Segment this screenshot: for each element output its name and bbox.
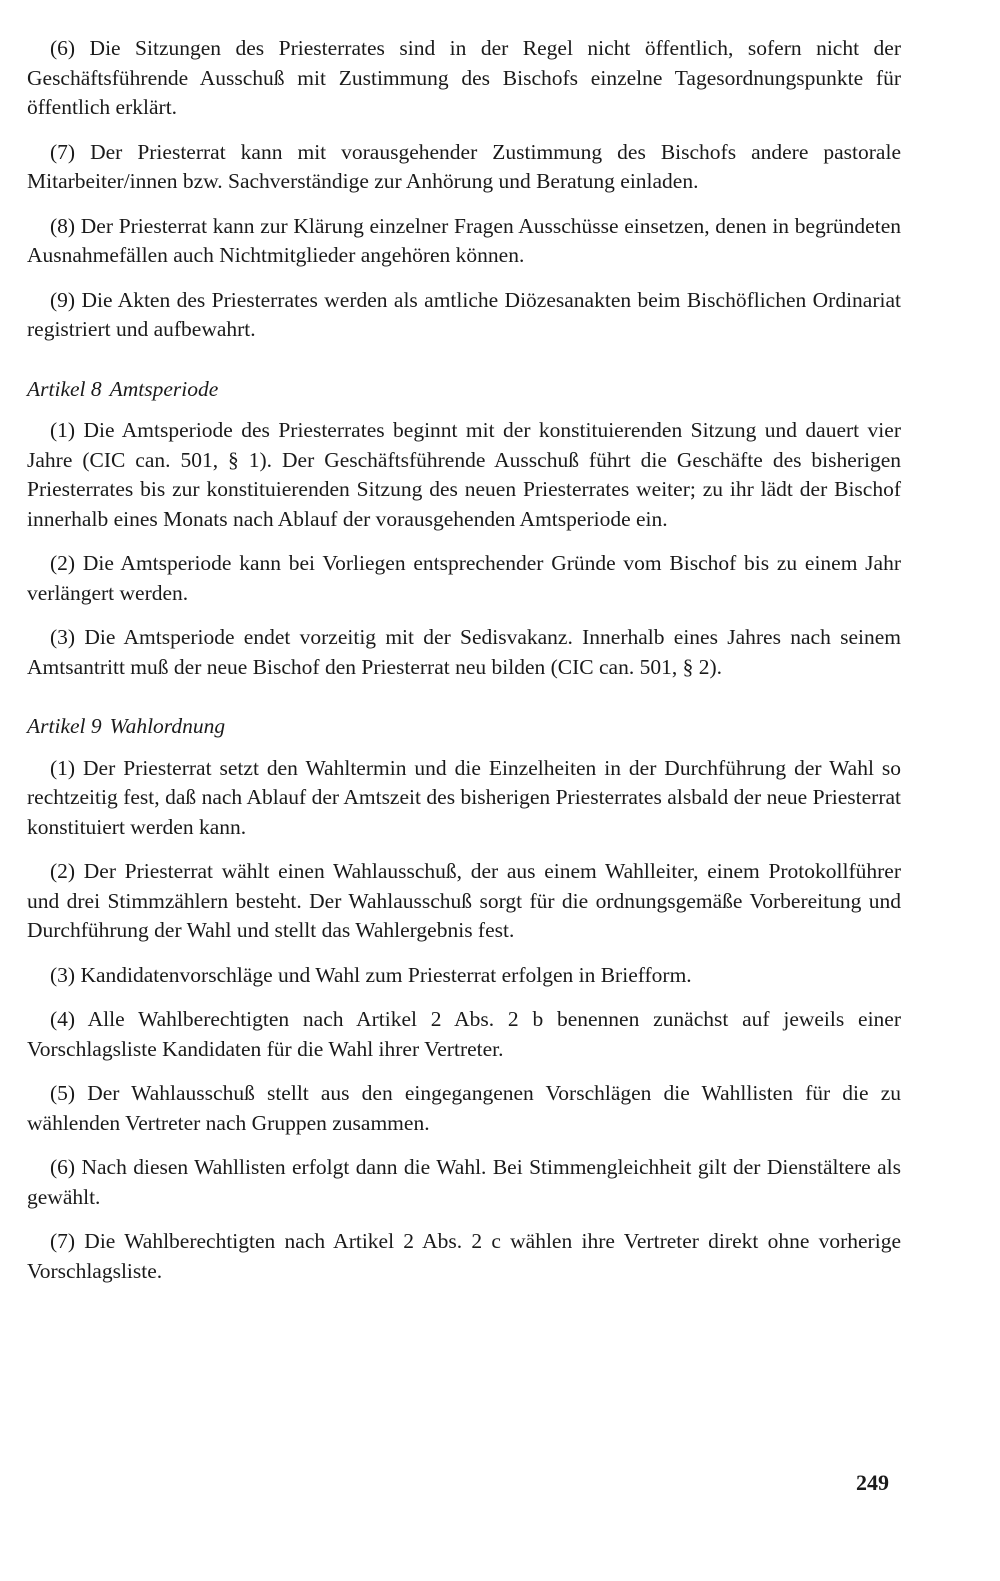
- article7-paragraph-6: (6) Die Sitzungen des Priesterrates sind in der Regel nicht öffentlich, sofern nicht der Geschäftsführende Ausschuß mit Zustimmung des Bischofs einzelne Tagesordnungspunkte für öffentlich erklärt.: [27, 36, 901, 119]
- article9-title: Wahlordnung: [109, 714, 226, 738]
- article8-paragraph-3: (3) Die Amtsperiode endet vorzeitig mit der Sedisvakanz. Innerhalb eines Jahres nach seinem Amtsantritt muß der neue Bischof den Priesterrat neu bilden (CIC can. 501, § 2).: [27, 625, 901, 679]
- article8-heading: [27, 375, 901, 405]
- article7-paragraph-8: (8) Der Priesterrat kann zur Klärung einzelner Fragen Ausschüsse einsetzen, denen in begründeten Ausnahmefällen auch Nichtmitglieder angehören können.: [27, 213, 901, 267]
- article7-paragraph-7: (7) Der Priesterrat kann mit vorausgehender Zustimmung des Bischofs andere pastorale Mitarbeiter/innen bzw. Sachverständige zur Anhörung und Beratung einladen.: [27, 139, 901, 193]
- article9-paragraph-7: (7) Die Wahlberechtigten nach Artikel 2 Abs. 2 c wählen ihre Vertreter direkt ohne vorherige Vorschlagsliste.: [27, 1229, 901, 1283]
- article9-label: Artikel 9: [27, 714, 102, 738]
- article9-paragraph-6: (6) Nach diesen Wahllisten erfolgt dann die Wahl. Bei Stimmengleichheit gilt der Dienstältere als gewählt.: [27, 1155, 901, 1209]
- document-page: [27, 34, 901, 1301]
- article9-paragraph-1: (1) Der Priesterrat setzt den Wahltermin und die Einzelheiten in der Durchführung der Wahl so rechtzeitig fest, daß nach Ablauf der Amtszeit des bisherigen Priesterrates alsbald der neue Priesterrat konstituiert werden kann.: [27, 755, 901, 839]
- article8-title: Amtsperiode: [109, 376, 219, 401]
- article8-paragraph-1: (1) Die Amtsperiode des Priesterrates beginnt mit der konstituierenden Sitzung und dauert vier Jahre (CIC can. 501, § 1). Der Geschäftsführende Ausschuß führt die Geschäfte des bisherigen Priesterrates bis zur konstituierenden Sitzung des neuen Priesterrates weiter; zu ihr lädt der Bischof innerhalb eines Monats nach Ablauf der vorausgehenden Amtsperiode ein.: [27, 418, 901, 531]
- page-number: 249: [856, 1470, 889, 1495]
- article9-paragraph-4: (4) Alle Wahlberechtigten nach Artikel 2 Abs. 2 b benennen zunächst auf jeweils einer Vorschlagsliste Kandidaten für die Wahl ihrer Vertreter.: [27, 1007, 901, 1061]
- article8-label: Artikel 8: [27, 376, 102, 401]
- article9-paragraph-3: (3) Kandidatenvorschläge und Wahl zum Priesterrat erfolgen in Briefform.: [50, 962, 692, 987]
- article9-paragraph-2: (2) Der Priesterrat wählt einen Wahlausschuß, der aus einem Wahlleiter, einem Protokollführer und drei Stimmzählern besteht. Der Wahlausschuß sorgt für die ordnungsgemäße Vorbereitung und Durchführung der Wahl und stellt das Wahlergebnis fest.: [27, 859, 901, 942]
- article9-paragraph-5: (5) Der Wahlausschuß stellt aus den eingegangenen Vorschlägen die Wahllisten für die zu wählenden Vertreter nach Gruppen zusammen.: [27, 1081, 901, 1135]
- article7-paragraph-9: (9) Die Akten des Priesterrates werden als amtliche Diözesanakten beim Bischöflichen Ordinariat registriert und aufbewahrt.: [27, 287, 901, 341]
- article8-paragraph-2: (2) Die Amtsperiode kann bei Vorliegen entsprechender Gründe vom Bischof bis zu einem Jahr verlängert werden.: [27, 551, 901, 605]
- article9-heading: [27, 712, 901, 742]
